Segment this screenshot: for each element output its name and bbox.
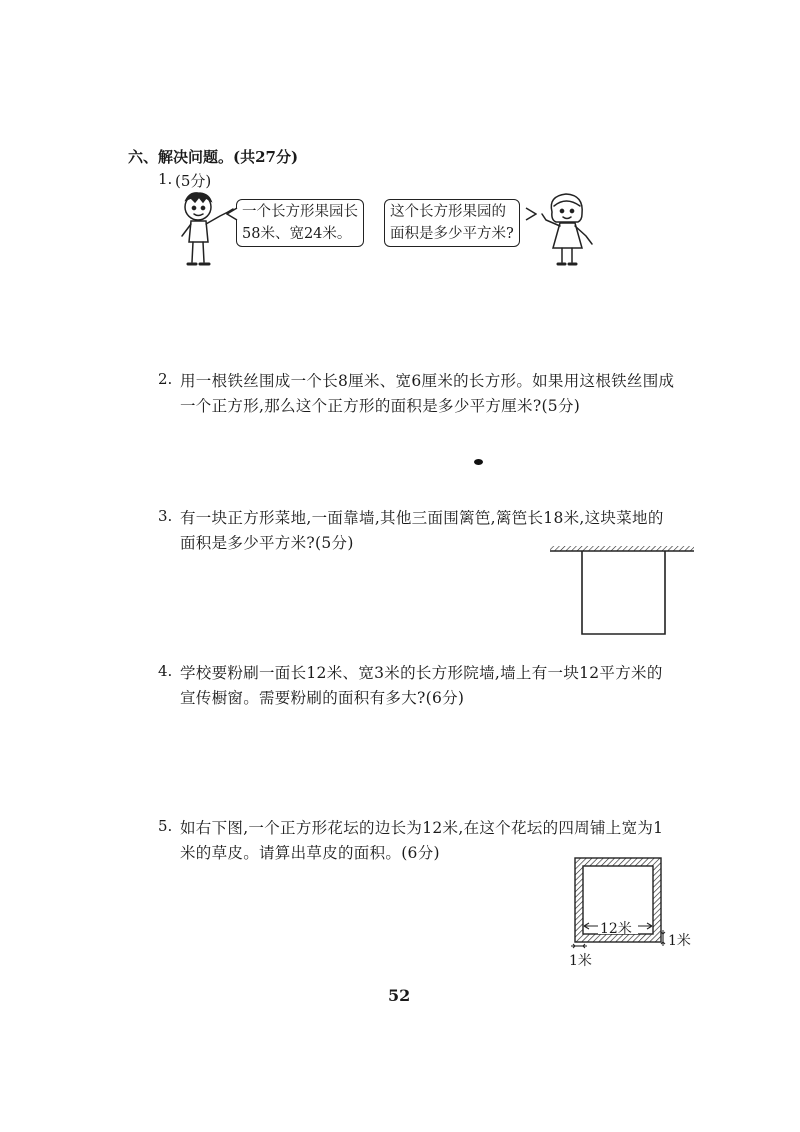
inner-side-label: 12米 [600, 921, 632, 937]
page-number: 52 [388, 986, 411, 1005]
problem-4-line-1: 学校要粉刷一面长12米、宽3米的长方形院墙,墙上有一块12平方米的 [180, 664, 663, 682]
problem-2-line-2: 一个正方形,那么这个正方形的面积是多少平方厘米?(5分) [180, 397, 581, 415]
fence-path [582, 551, 665, 634]
problem-4-line-2: 宣传橱窗。需要粉刷的面积有多大?(6分) [180, 689, 465, 707]
section-heading: 六、解决问题。(共27分) [128, 148, 299, 166]
bubble-girl-line-2: 面积是多少平方米? [390, 226, 514, 242]
girl-illustration [538, 190, 602, 272]
bubble-girl-pointer [525, 207, 537, 221]
problem-3-line-1: 有一块正方形菜地,一面靠墙,其他三面围篱笆,篱笆长18米,这块菜地的 [180, 509, 664, 527]
bubble-boy-line-1: 一个长方形果园长 [242, 204, 358, 220]
speech-bubble-boy [236, 199, 364, 247]
problem-5-line-2: 米的草皮。请算出草皮的面积。(6分) [180, 844, 440, 862]
right-width-label: 1米 [668, 933, 691, 949]
problem-1-points: (5分) [175, 172, 212, 190]
scan-speck [474, 459, 483, 465]
problem-3-line-2: 面积是多少平方米?(5分) [180, 534, 354, 552]
problem-5-number: 5. [158, 817, 173, 835]
garden-wall-diagram [548, 540, 698, 640]
bubble-girl-line-1: 这个长方形果园的 [390, 204, 506, 220]
problem-5-line-1: 如右下图,一个正方形花坛的边长为12米,在这个花坛的四周铺上宽为1 [180, 819, 664, 837]
problem-3-number: 3. [158, 507, 173, 525]
bubble-boy-pointer [226, 207, 238, 221]
problem-2-number: 2. [158, 370, 173, 388]
problem-4-number: 4. [158, 662, 173, 680]
problem-2-line-1: 用一根铁丝围成一个长8厘米、宽6厘米的长方形。如果用这根铁丝围成 [180, 372, 675, 390]
problem-1-number: 1. [158, 170, 173, 188]
bottom-width-label: 1米 [569, 953, 592, 969]
speech-bubble-girl [384, 199, 520, 247]
boy-illustration [176, 190, 236, 272]
bubble-boy-line-2: 58米、宽24米。 [242, 226, 352, 242]
